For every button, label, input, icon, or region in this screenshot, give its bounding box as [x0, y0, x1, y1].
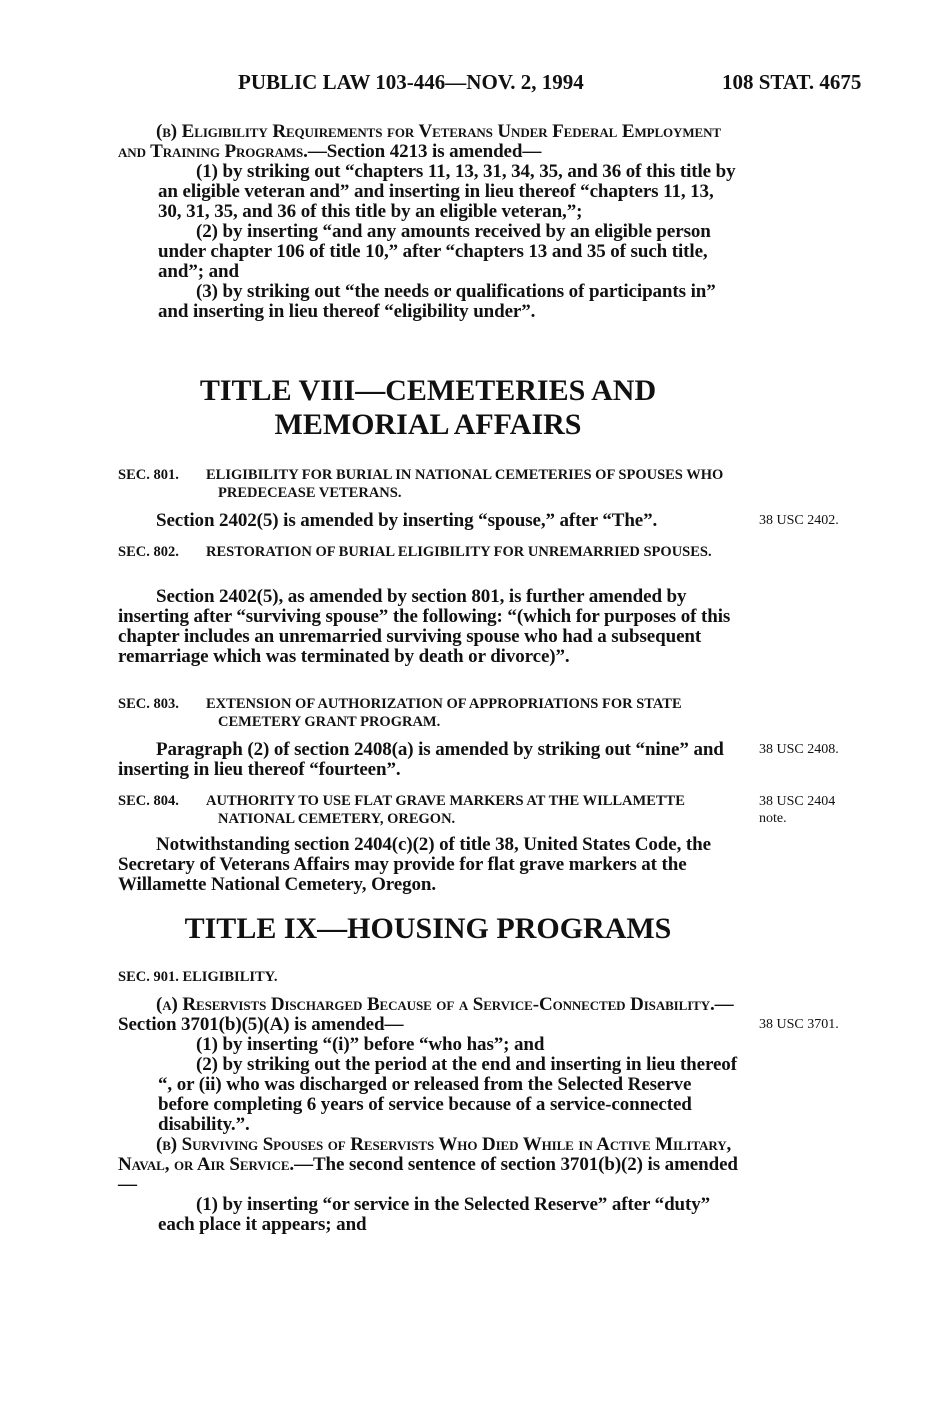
- list-item: (1) by striking out “chapters 11, 13, 31, 34, 35, and 36 of this title by an eligible veteran and” and inserting in lieu thereof “chapters 11, 13, 30, 31, 35, and 36 of this title by an eligible veteran,”;: [158, 161, 736, 222]
- sec-803-heading: [118, 695, 738, 731]
- sec-803-text: Paragraph (2) of section 2408(a) is amended by striking out “nine” and inserting in lieu thereof “fourteen”.: [118, 739, 724, 780]
- list-item: (1) by inserting “or service in the Selected Reserve” after “duty” each place it appears; and: [158, 1194, 711, 1235]
- list-item: (2) by striking out the period at the end and inserting in lieu thereof “, or (ii) who was discharged or released from the Selected Reserve before completing 6 years of service because of a service-connected disability.”.: [158, 1054, 737, 1135]
- sec-804-body: [118, 835, 738, 895]
- paragraph-b: [118, 122, 738, 162]
- paragraph-901-a-lead: —Section 3701(b)(5)(A) is amended—: [118, 994, 734, 1035]
- sec-804-number: SEC. 804.: [118, 793, 179, 809]
- sec-801-title: ELIGIBILITY FOR BURIAL IN NATIONAL CEMETERIES OF SPOUSES WHO PREDECEASE VETERANS.: [206, 467, 724, 501]
- paragraph-901-b-lead: —The second sentence of section 3701(b)(2) is amended—: [118, 1154, 738, 1195]
- paragraph-901-b-heading: (b) Surviving Spouses of Reservists Who Died While in Active Military, Naval, or Air Service.: [118, 1134, 732, 1175]
- list-item: (1) by inserting “(i)” before “who has”; and: [196, 1034, 545, 1055]
- title-ix-heading: TITLE IX—HOUSING PROGRAMS: [184, 912, 672, 945]
- paragraph-901-a: [118, 995, 738, 1035]
- sec-804-margin-note: [759, 793, 835, 827]
- title-viii-line1: TITLE VIII—CEMETERIES AND: [199, 374, 657, 407]
- sec-802-number: SEC. 802.: [118, 544, 179, 560]
- sec-803-body: [118, 740, 738, 780]
- page-header-law: PUBLIC LAW 103-446—NOV. 2, 1994: [238, 70, 584, 94]
- sec-802-title: RESTORATION OF BURIAL ELIGIBILITY FOR UNREMARRIED SPOUSES.: [206, 544, 712, 560]
- sec-803-number: SEC. 803.: [118, 696, 179, 712]
- paragraph-901-a-heading: (a) Reservists Discharged Because of a Service-Connected Disability.: [156, 994, 715, 1015]
- title-viii-line2: MEMORIAL AFFAIRS: [274, 408, 582, 441]
- sec-901-number: SEC. 901.: [118, 969, 179, 985]
- paragraph-b-lead: —Section 4213 is amended—: [307, 141, 542, 162]
- list-item: (3) by striking out “the needs or qualifications of participants in” and inserting in lieu thereof “eligibility under”.: [158, 281, 716, 322]
- sec-803-title: EXTENSION OF AUTHORIZATION OF APPROPRIATIONS FOR STATE CEMETERY GRANT PROGRAM.: [206, 696, 682, 730]
- section-4213-amendment: [118, 122, 738, 322]
- sec-801-body: [118, 511, 738, 531]
- sec-801-margin-note: 38 USC 2402.: [759, 513, 839, 528]
- sec-801-heading: [118, 466, 738, 502]
- sec-901-margin-note: 38 USC 3701.: [759, 1017, 839, 1032]
- paragraph-b-heading: (b) Eligibility Requirements for Veterans Under Federal Employment and Training Programs.: [118, 121, 721, 162]
- sec-801-number: SEC. 801.: [118, 467, 179, 483]
- sec-804-title: AUTHORITY TO USE FLAT GRAVE MARKERS AT THE WILLAMETTE NATIONAL CEMETERY, OREGON.: [206, 793, 685, 827]
- sec-802-body: [118, 587, 738, 667]
- sec-801-text: Section 2402(5) is amended by inserting “spouse,” after “The”.: [156, 510, 658, 531]
- sec-804-note-line1: 38 USC 2404: [759, 794, 836, 809]
- sec-901-body: [118, 995, 738, 1235]
- sec-804-heading: [118, 792, 738, 828]
- list-item: (2) by inserting “and any amounts received by an eligible person under chapter 106 of title 10,” after “chapters 13 and 35 of such title, and”; and: [158, 221, 711, 282]
- sec-901-heading: [118, 968, 738, 986]
- sec-901-title: ELIGIBILITY.: [182, 969, 278, 985]
- title-viii-heading: [118, 374, 738, 442]
- sec-803-margin-note: 38 USC 2408.: [759, 742, 839, 757]
- sec-804-text: Notwithstanding section 2404(c)(2) of title 38, United States Code, the Secretary of Veterans Affairs may provide for flat grave markers at the Willamette National Cemetery, Oregon.: [118, 834, 711, 895]
- paragraph-901-b: [118, 1135, 738, 1195]
- sec-802-heading: [118, 543, 738, 561]
- sec-804-note-line2: note.: [759, 811, 787, 826]
- page-header-stat: 108 STAT. 4675: [722, 70, 862, 94]
- sec-802-text: Section 2402(5), as amended by section 801, is further amended by inserting after “surviving spouse” the following: “(which for purposes of this chapter includes an unremarried surviving spouse who had a subsequent remarriage which was terminated by death or divorce)”.: [118, 586, 731, 667]
